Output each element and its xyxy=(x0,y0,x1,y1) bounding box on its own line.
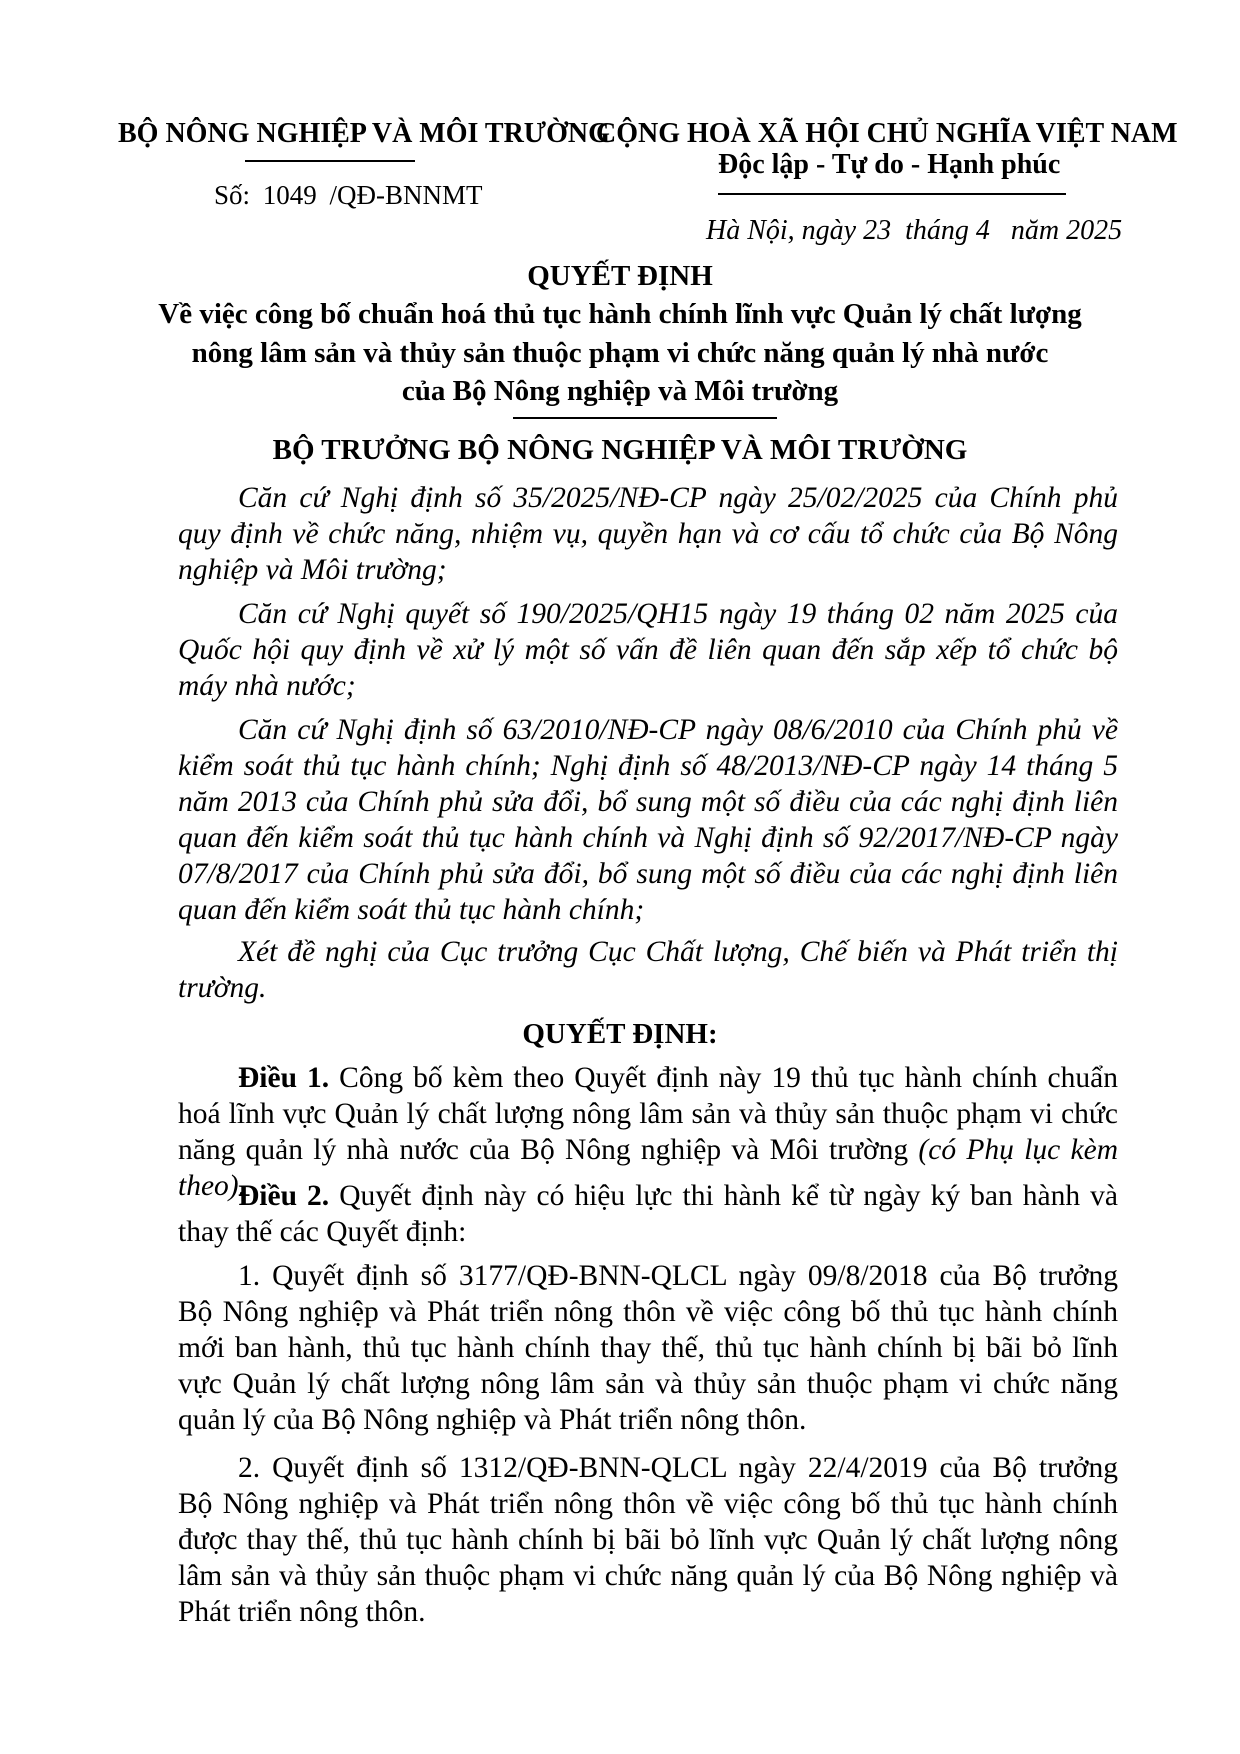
national-motto: Độc lập - Tự do - Hạnh phúc xyxy=(718,149,1061,180)
decision-title: QUYẾT ĐỊNH xyxy=(527,260,713,292)
article-2-text: Quyết định này có hiệu lực thi hành kể từ ngày ký ban hành và thay thế các Quyết định: xyxy=(178,1180,1118,1248)
motto-underline xyxy=(718,193,1066,195)
title-subject-line-3: của Bộ Nông nghiệp và Môi trường xyxy=(401,375,839,407)
legal-basis-1: Căn cứ Nghị định số 35/2025/NĐ-CP ngày 25/02/2025 của Chính phủ quy định về chức năng, nhiệm vụ, quyền hạn và cơ cấu tổ chức của Bộ Nông nghiệp và Môi trường; xyxy=(178,482,1118,586)
proposal-basis: Xét đề nghị của Cục trưởng Cục Chất lượng, Chế biến và Phát triển thị trường. xyxy=(178,936,1118,1004)
article-2-label: Điều 2. xyxy=(238,1180,330,1212)
legal-basis-3: Căn cứ Nghị định số 63/2010/NĐ-CP ngày 08/6/2010 của Chính phủ về kiểm soát thủ tục hành chính; Nghị định số 48/2013/NĐ-CP ngày 14 tháng 5 năm 2013 của Chính phủ sửa đổi, bổ sung một số điều của các nghị định liên quan đến kiểm soát thủ tục hành chính và Nghị định số 92/2017/NĐ-CP ngày 07/8/2017 của Chính phủ sửa đổi, bổ sung một số điều của các nghị định liên quan đến kiểm soát thủ tục hành chính; xyxy=(178,714,1118,926)
decision-heading: QUYẾT ĐỊNH: xyxy=(522,1018,718,1050)
article-2 xyxy=(178,1178,1118,1250)
article-1-label: Điều 1. xyxy=(238,1062,330,1094)
title-subject-line-1: Về việc công bố chuẩn hoá thủ tục hành chính lĩnh vực Quản lý chất lượng xyxy=(158,298,1082,330)
article-2-item-2: 2. Quyết định số 1312/QĐ-BNN-QLCL ngày 22/4/2019 của Bộ trưởng Bộ Nông nghiệp và Phát triển nông thôn về việc công bố thủ tục hành chính được thay thế, thủ tục hành chính bị bãi bỏ lĩnh vực Quản lý chất lượng nông lâm sản và thủy sản thuộc phạm vi chức năng quản lý của Bộ Nông nghiệp và Phát triển nông thôn. xyxy=(178,1452,1118,1628)
article-2-item-1: 1. Quyết định số 3177/QĐ-BNN-QLCL ngày 09/8/2018 của Bộ trưởng Bộ Nông nghiệp và Phát triển nông thôn về việc công bố thủ tục hành chính mới ban hành, thủ tục hành chính thay thế, thủ tục hành chính bị bãi bỏ lĩnh vực Quản lý chất lượng nông lâm sản và thủy sản thuộc phạm vi chức năng quản lý của Bộ Nông nghiệp và Phát triển nông thôn. xyxy=(178,1260,1118,1436)
article-1-note: (có Phụ lục kèm theo). xyxy=(178,1134,1118,1202)
number-suffix: /QĐ-BNNMT xyxy=(329,180,483,210)
title-underline xyxy=(513,417,777,419)
place-date: Hà Nội, ngày 23 tháng 4 năm 2025 xyxy=(706,215,1123,246)
number-prefix: Số: xyxy=(214,180,251,210)
authority-heading: BỘ TRƯỞNG BỘ NÔNG NGHIỆP VÀ MÔI TRƯỜNG xyxy=(272,434,968,466)
country-name: CỘNG HOÀ XÃ HỘI CHỦ NGHĨA VIỆT NAM xyxy=(596,118,1178,149)
ministry-name: BỘ NÔNG NGHIỆP VÀ MÔI TRƯỜNG xyxy=(118,118,610,149)
number-value: 1049 xyxy=(262,180,317,210)
ministry-underline xyxy=(245,160,415,162)
legal-basis-2: Căn cứ Nghị quyết số 190/2025/QH15 ngày 19 tháng 02 năm 2025 của Quốc hội quy định về xử lý một số vấn đề liên quan đến sắp xếp tổ chức bộ máy nhà nước; xyxy=(178,598,1118,702)
title-subject-line-2: nông lâm sản và thủy sản thuộc phạm vi chức năng quản lý nhà nước xyxy=(191,337,1049,369)
document-number xyxy=(214,180,483,211)
article-1-text: Công bố kèm theo Quyết định này 19 thủ tục hành chính chuẩn hoá lĩnh vực Quản lý chất lượng nông lâm sản và thủy sản thuộc phạm vi chức năng quản lý nhà nước của Bộ Nông nghiệp và Môi trường xyxy=(178,1062,1118,1166)
